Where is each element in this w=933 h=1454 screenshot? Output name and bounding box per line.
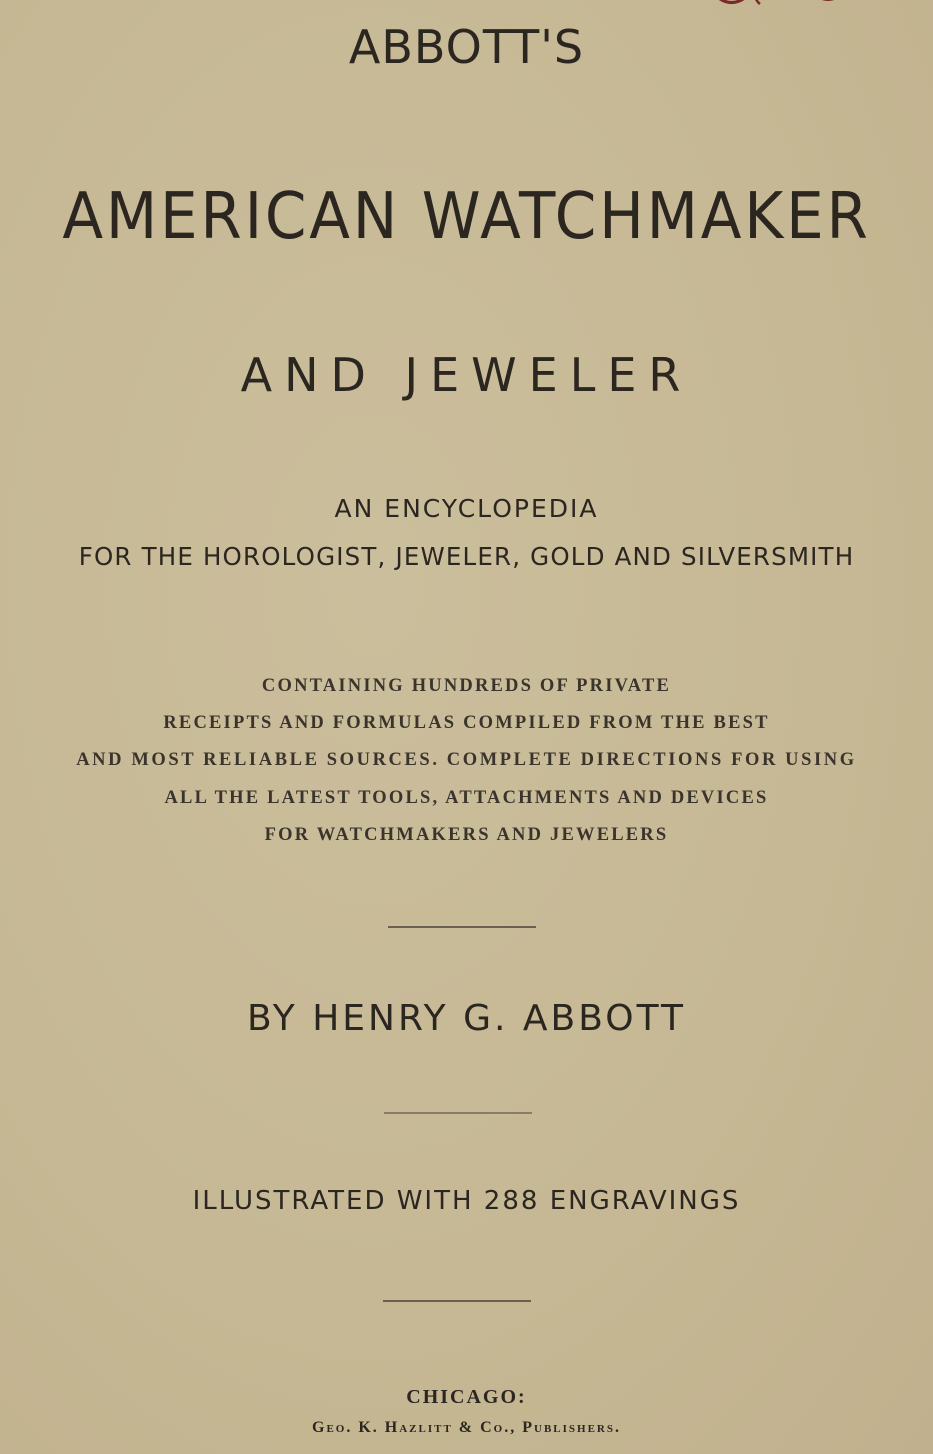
main-title: AMERICAN WATCHMAKER <box>62 180 871 254</box>
publisher: Geo. K. Hazlitt & Co., Publishers. <box>312 1419 621 1436</box>
description-line: CONTAINING HUNDREDS OF PRIVATE <box>261 676 672 696</box>
divider-rule <box>383 1300 531 1302</box>
subtitle-encyclopedia: AN ENCYCLOPEDIA <box>334 494 599 523</box>
publication-city: CHICAGO: <box>406 1386 527 1408</box>
main-title-continued: AND JEWELER <box>240 348 693 402</box>
handwritten-mark <box>700 0 860 16</box>
title-possessive: ABBOTT'S <box>348 20 585 74</box>
description-line: RECEIPTS AND FORMULAS COMPILED FROM THE BEST <box>163 713 770 733</box>
divider-rule <box>384 1112 532 1114</box>
illustrations-note: ILLUSTRATED WITH 288 ENGRAVINGS <box>192 1186 741 1216</box>
divider-rule <box>388 926 536 928</box>
description-line: FOR WATCHMAKERS AND JEWELERS <box>264 825 669 845</box>
subtitle-audience: FOR THE HOROLOGIST, JEWELER, GOLD AND SILVERSMITH <box>78 542 855 571</box>
description-line: ALL THE LATEST TOOLS, ATTACHMENTS AND DEVICES <box>164 788 769 808</box>
author-byline: BY HENRY G. ABBOTT <box>247 998 686 1039</box>
description-line: AND MOST RELIABLE SOURCES. COMPLETE DIRECTIONS FOR USING <box>76 750 857 770</box>
